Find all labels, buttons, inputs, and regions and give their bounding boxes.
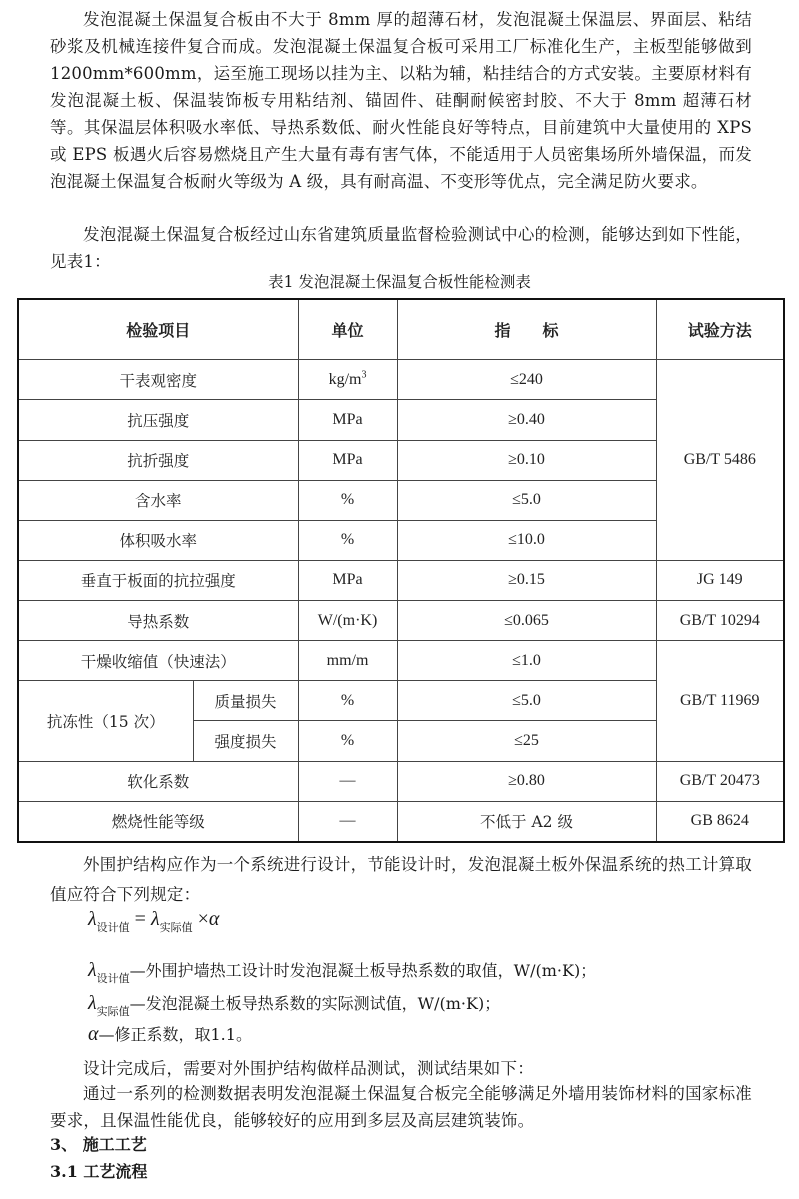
table-row bbox=[18, 360, 784, 400]
section-heading-3: 3、 施工工艺 bbox=[50, 1135, 147, 1154]
lambda-symbol: λ bbox=[88, 959, 97, 981]
row-unit: $kg/m^3$ bbox=[298, 360, 397, 400]
test-paragraph: 设计完成后，需要对外围护结构做样品测试，测试结果如下： bbox=[83, 1059, 534, 1078]
header-item: 检验项目 bbox=[18, 299, 298, 360]
alpha-symbol: α bbox=[208, 908, 220, 930]
row-unit: MPa bbox=[298, 440, 397, 480]
row-item: 抗折强度 bbox=[18, 440, 298, 480]
header-method: 试验方法 bbox=[656, 299, 784, 360]
row-item: 质量损失 bbox=[193, 681, 298, 721]
row-method: GB/T 10294 bbox=[656, 601, 784, 641]
row-item: 强度损失 bbox=[193, 721, 298, 761]
table-row bbox=[18, 641, 784, 681]
header-value: 指 标 bbox=[397, 299, 656, 360]
row-item: 体积吸水率 bbox=[18, 520, 298, 560]
table-caption: 表1 发泡混凝土保温复合板性能检测表 bbox=[268, 273, 531, 291]
table-row bbox=[18, 560, 784, 600]
row-item: 干燥收缩值（快速法） bbox=[18, 641, 298, 681]
row-value: ≤25 bbox=[397, 721, 656, 761]
row-unit: mm/m bbox=[298, 641, 397, 681]
intro-paragraph: 发泡混凝土保温复合板由不大于 8mm 厚的超薄石材，发泡混凝土保温层、界面层、粘结砂浆及机械连接件复合而成。发泡混凝土保温复合板可采用工厂标准化生产，主板型能够做到 1200mm*600mm，运至施工现场以挂为主、以粘为辅，粘挂结合的方式安装。主要原材料有发泡混凝土板、保温装饰板专用粘结剂、锚固件、硅酮耐候密封胶、不大于 8mm 超薄石材等。其保温层体积吸水率低、导热系数低、耐火性能良好等特点，目前建筑中大量使用的 XPS 或 EPS 板遇火后容易燃烧且产生大量有毒有害气体，不能适用于人员密集场所外墙保温，而发泡混凝土保温复合板耐火等级为 A 级，具有耐高温、不变形等优点，完全满足防火要求。 bbox=[50, 10, 752, 191]
table-row bbox=[18, 761, 784, 801]
row-unit: % bbox=[298, 681, 397, 721]
row-method: GB 8624 bbox=[656, 801, 784, 842]
row-unit: % bbox=[298, 480, 397, 520]
conclusion-paragraph: 通过一系列的检测数据表明发泡混凝土保温复合板完全能够满足外墙用装饰材料的国家标准要求，且保温性能优良，能够较好的应用到多层及高层建筑装饰。 bbox=[50, 1084, 752, 1130]
definition-text: —外围护墙热工设计时发泡混凝土板导热系数的取值，W/(m·K)； bbox=[129, 961, 597, 980]
row-item: 导热系数 bbox=[18, 601, 298, 641]
table-row bbox=[18, 601, 784, 641]
row-method: GB/T 5486 bbox=[656, 360, 784, 561]
actual-subscript: 实际值 bbox=[96, 1005, 130, 1018]
row-item: 燃烧性能等级 bbox=[18, 801, 298, 842]
lambda-symbol: λ bbox=[150, 908, 160, 930]
row-value: ≥0.80 bbox=[397, 761, 656, 801]
row-item: 抗压强度 bbox=[18, 400, 298, 440]
definition-actual-lambda bbox=[88, 990, 500, 1025]
equals-sign: = bbox=[129, 908, 151, 930]
row-item: 干表观密度 bbox=[18, 360, 298, 400]
row-value: ≤10.0 bbox=[397, 520, 656, 560]
row-value: ≤0.065 bbox=[397, 601, 656, 641]
definition-design-lambda bbox=[88, 957, 596, 992]
lambda-symbol: λ bbox=[88, 992, 97, 1014]
header-unit: 单位 bbox=[298, 299, 397, 360]
row-value: ≤1.0 bbox=[397, 641, 656, 681]
performance-intro-paragraph: 发泡混凝土保温复合板经过山东省建筑质量监督检验测试中心的检测，能够达到如下性能，见表1： bbox=[50, 225, 752, 271]
lambda-symbol: λ bbox=[88, 908, 97, 930]
row-value: ≤240 bbox=[397, 360, 656, 400]
table-row bbox=[18, 801, 784, 842]
design-paragraph: 外围护结构应作为一个系统进行设计，节能设计时，发泡混凝土板外保温系统的热工计算取值应符合下列规定： bbox=[50, 855, 752, 904]
row-value: ≥0.10 bbox=[397, 440, 656, 480]
row-item: 含水率 bbox=[18, 480, 298, 520]
row-unit: — bbox=[298, 761, 397, 801]
row-value: ≥0.15 bbox=[397, 560, 656, 600]
row-method: JG 149 bbox=[656, 560, 784, 600]
table-header-row bbox=[18, 299, 784, 360]
row-method: GB/T 20473 bbox=[656, 761, 784, 801]
definition-text: —发泡混凝土板导热系数的实际测试值，W/(m·K)； bbox=[129, 994, 501, 1013]
thermal-formula bbox=[88, 906, 219, 941]
definition-text: —修正系数，取1.1。 bbox=[98, 1025, 252, 1044]
row-unit: MPa bbox=[298, 560, 397, 600]
performance-table bbox=[17, 298, 785, 843]
row-value: ≤5.0 bbox=[397, 480, 656, 520]
row-unit: W/(m·K) bbox=[298, 601, 397, 641]
row-item: 软化系数 bbox=[18, 761, 298, 801]
row-unit: % bbox=[298, 721, 397, 761]
freeze-group-label: 抗冻性（15 次） bbox=[18, 681, 193, 761]
row-value: 不低于 A2 级 bbox=[397, 801, 656, 842]
row-unit: — bbox=[298, 801, 397, 842]
actual-subscript: 实际值 bbox=[159, 921, 193, 934]
row-unit: % bbox=[298, 520, 397, 560]
definition-alpha bbox=[88, 1021, 252, 1048]
design-subscript: 设计值 bbox=[96, 921, 130, 934]
design-subscript: 设计值 bbox=[96, 972, 130, 985]
alpha-symbol: α bbox=[88, 1023, 99, 1045]
row-method: GB/T 11969 bbox=[656, 641, 784, 761]
times-sign: × bbox=[192, 908, 209, 930]
section-heading-3-1: 3.1 工艺流程 bbox=[50, 1162, 148, 1181]
row-value: ≥0.40 bbox=[397, 400, 656, 440]
row-value: ≤5.0 bbox=[397, 681, 656, 721]
row-item: 垂直于板面的抗拉强度 bbox=[18, 560, 298, 600]
row-unit: MPa bbox=[298, 400, 397, 440]
